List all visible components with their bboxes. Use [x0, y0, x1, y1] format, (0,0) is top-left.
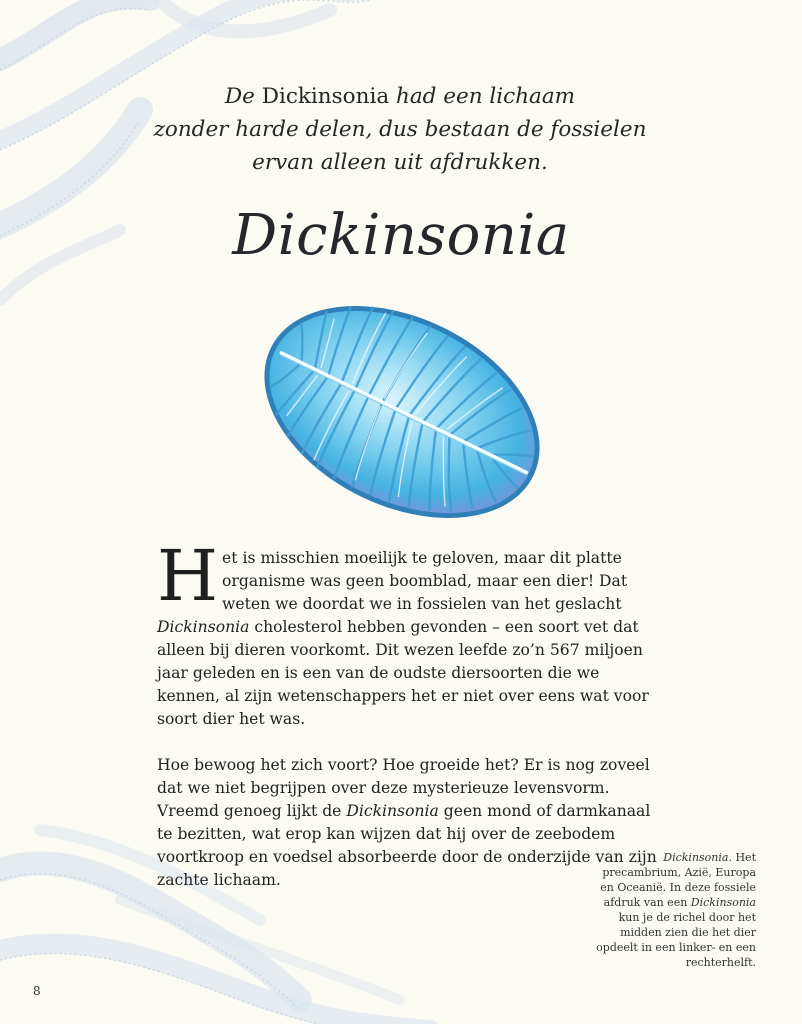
drop-cap: H [157, 535, 219, 617]
intro-text [120, 80, 680, 179]
intro-line-3 [120, 146, 680, 179]
intro-italic-rest: had een lichaam [396, 84, 576, 109]
main-body-text [157, 535, 667, 892]
caption-species-2: Dickinsonia [690, 896, 756, 909]
body-p1-start: et is misschien moeilijk te geloven, maar dit platte organisme was geen boomblad, maar een dier! Dat weten we doordat we in fossielen van het geslacht [222, 549, 628, 613]
intro-species-name: Dickinsonia [261, 84, 390, 109]
body-p2-start: Hoe bewoog het zich voort? Hoe groeide het? Er is nog zoveel dat we niet begrijpen over deze mysterieuze levensvorm. Vreemd genoeg lijkt de [157, 756, 650, 820]
intro-line-2-text: zonder harde delen, dus bestaan de fossielen [153, 117, 647, 142]
caption-text-2: kun je de richel door het midden zien die het dier opdeelt in een linker- en een rechterhelft. [596, 911, 756, 969]
page-title: Dickinsonia [232, 203, 570, 268]
caption-text-1: . Het precambrium, Azië, Europa en Oceanië. In deze fossiele afdruk van een [600, 851, 756, 909]
body-p1-species: Dickinsonia [157, 618, 250, 636]
dickinsonia-fossil-illustration [250, 296, 560, 528]
intro-line-1 [120, 80, 680, 113]
body-p1-end: cholesterol hebben gevonden – een soort vet dat alleen bij dieren voorkomt. Dit wezen leefde zo’n 567 miljoen jaar geleden en is een van de oudste diersoorten die we kennen, al zijn wetenschappers het er niet over eens wat voor soort dier het was. [157, 618, 649, 728]
body-p2-species: Dickinsonia [346, 802, 439, 820]
page-number: 8 [33, 984, 41, 998]
intro-italic-de: De [224, 84, 255, 109]
body-paragraph-1 [157, 535, 667, 731]
intro-line-2 [120, 113, 680, 146]
body-p2-end: geen mond of darmkanaal te bezitten, wat erop kan wijzen dat hij over de zeebodem voortkroop en voedsel absorbeerde door de onderzijde van zijn zachte lichaam. [157, 802, 657, 889]
image-caption [586, 850, 756, 970]
caption-species-1: Dickinsonia [663, 851, 729, 864]
intro-line-3-text: ervan alleen uit afdrukken. [252, 150, 548, 175]
